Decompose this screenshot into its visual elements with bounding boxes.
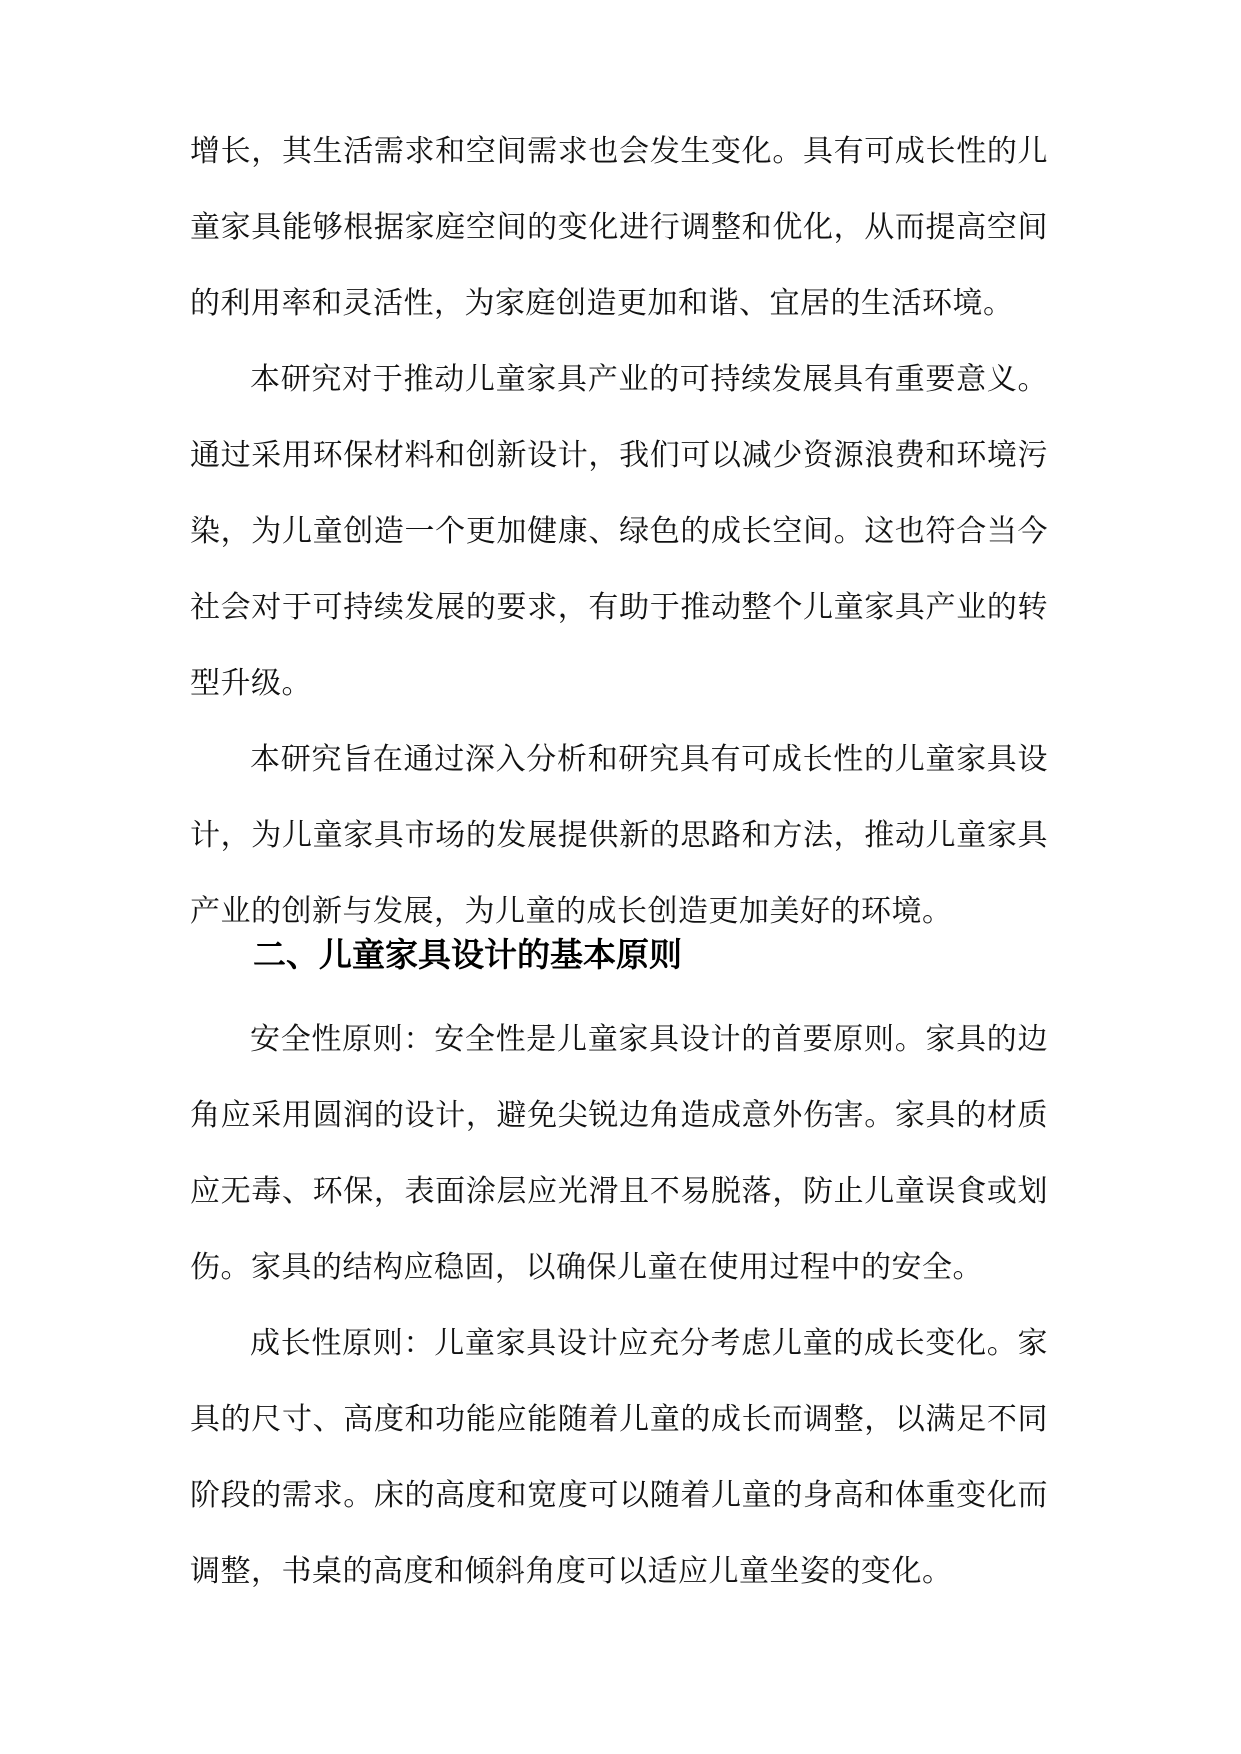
paragraph-sustainability: 本研究对于推动儿童家具产业的可持续发展具有重要意义。通过采用环保材料和创新设计，我们可以减少资源浪费和环境污染，为儿童创造一个更加健康、绿色的成长空间。这也符合当今社会对于可持续发展的要求，有助于推动整个儿童家具产业的转型升级。 [190, 362, 1048, 701]
paragraph-safety-principle: 安全性原则：安全性是儿童家具设计的首要原则。家具的边角应采用圆润的设计，避免尖锐边角造成意外伤害。家具的材质应无毒、环保，表面涂层应光滑且不易脱落，防止儿童误食或划伤。家具的结构应稳固，以确保儿童在使用过程中的安全。 [190, 1022, 1048, 1285]
section-heading: 二、儿童家具设计的基本原则 [253, 935, 682, 974]
paragraph-research-aim: 本研究旨在通过深入分析和研究具有可成长性的儿童家具设计，为儿童家具市场的发展提供新的思路和方法，推动儿童家具产业的创新与发展，为儿童的成长创造更加美好的环境。 [190, 742, 1048, 929]
body-text-top [190, 114, 1048, 950]
body-text-bottom [190, 1002, 1048, 1610]
paragraph-growth-principle: 成长性原则：儿童家具设计应充分考虑儿童的成长变化。家具的尺寸、高度和功能应能随着儿童的成长而调整，以满足不同阶段的需求。床的高度和宽度可以随着儿童的身高和体重变化而调整，书桌的高度和倾斜角度可以适应儿童坐姿的变化。 [190, 1326, 1048, 1589]
paragraph-continuation: 增长，其生活需求和空间需求也会发生变化。具有可成长性的儿童家具能够根据家庭空间的变化进行调整和优化，从而提高空间的利用率和灵活性，为家庭创造更加和谐、宜居的生活环境。 [190, 134, 1048, 321]
